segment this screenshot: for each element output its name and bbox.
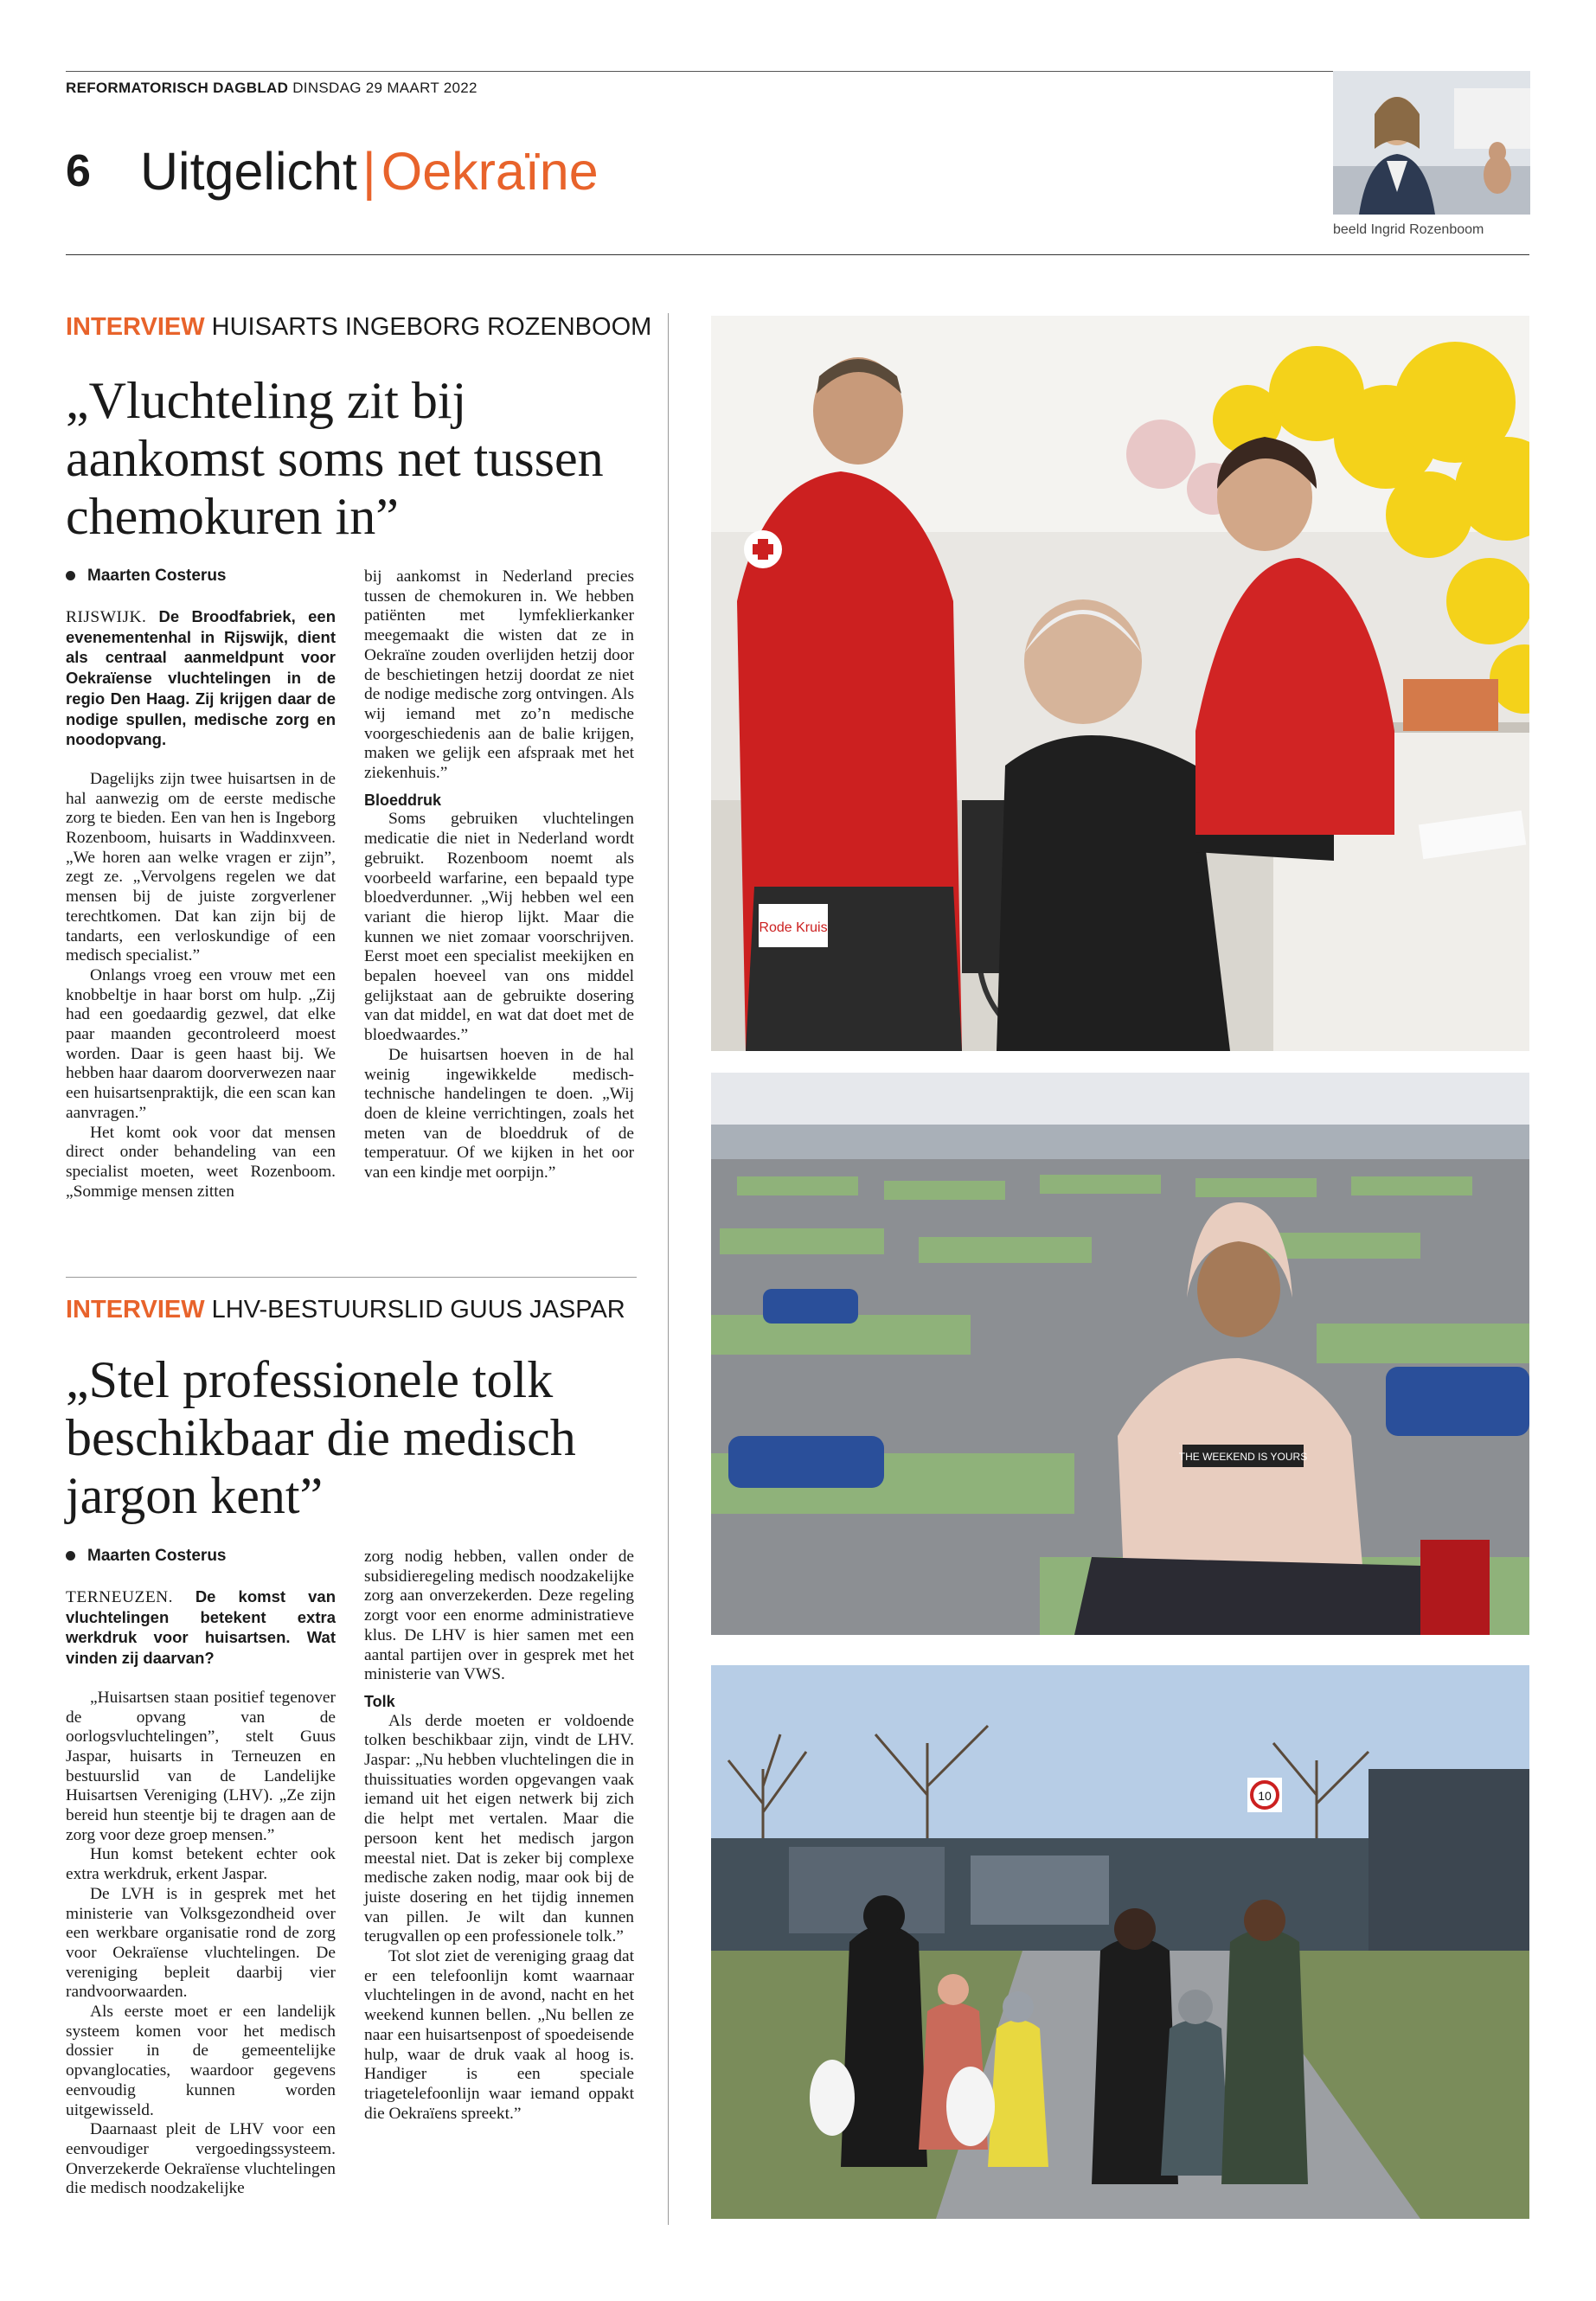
portrait-photo [1333,71,1530,215]
issue-date: DINSDAG 29 MAART 2022 [292,80,478,96]
article1-column-1 [66,607,336,1202]
article1-dateline: RIJSWIJK. [66,608,147,626]
photo-red-cross-desk [711,316,1529,1051]
photo-refugee-hall [711,1073,1529,1635]
article1-kicker-subject: HUISARTS INGEBORG ROZENBOOM [211,313,652,341]
byline-bullet [66,1551,75,1561]
article1-column-2 [364,567,634,1183]
article2-kicker-label: INTERVIEW [66,1296,205,1324]
article2-column-2 [364,1548,634,2124]
article2-lead-paragraph [66,1587,336,1670]
article-divider [66,1277,637,1278]
article2-lead: De komst van vluchtelingen betekent extra werkdruk voor huisartsen. Wat vinden zij daarvan? [66,1587,336,1668]
article1-lead-paragraph [66,607,336,751]
photo3-speed-sign: 10 [1258,1789,1272,1803]
photo-family-walking [711,1665,1529,2219]
page-number: 6 [66,146,91,196]
article2-headline: „Stel professionele tolk beschikbaar die medisch jargon kent” [66,1351,576,1524]
article2-author: Maarten Costerus [87,1547,227,1565]
article2-paragraph: Hun komst betekent echter ook extra werkdruk, erkent Jaspar. [66,1845,336,1884]
masthead-rule [66,71,1529,72]
article1-paragraph: bij aankomst in Nederland precies tussen de chemokuren in. We hebben patiënten met lymfeklierkanker meegemaakt die wisten dat ze in Oekraïne zouden overlijden hetzij door de beschietingen hetzij doordat ze niet de nodige medische zorg ontvingen. Als wij iemand met zo’n medische voorgeschiedenis aan de balie krijgen, maken we gelijk een afspraak met het ziekenhuis.” [364,567,634,783]
article1-paragraph: Soms gebruiken vluchtelingen medicatie die niet in Nederland wordt gebruikt. Rozenboom noemt als voorbeeld warfarine, een bepaald type bloedverdunner. „Wij hebben wel een variant die hierop lijkt. Maar die kunnen we niet zomaar voorschrijven. Eerst moet een specialist meekijken en bepalen hoeveel van ons middel gelijkstaat aan de gebruikte dosering van dat middel, en wat dat doet met de bloedwaardes.” [364,810,634,1045]
article1-headline: „Vluchteling zit bij aankomst soms net tussen chemokuren in” [66,372,604,545]
article2-kicker-subject: LHV-BESTUURSLID GUUS JASPAR [211,1296,625,1324]
article1-author: Maarten Costerus [87,567,227,585]
photo1-rode-kruis-patch: Rode Kruis [759,920,828,935]
article2-paragraph: Als eerste moet er een landelijk systeem komen voor het medisch dossier in de gemeentelijke opvanglocaties, waardoor gegevens eenvoudig kunnen worden uitgewisseld. [66,2003,336,2119]
masthead [66,80,478,97]
article2-paragraph: zorg nodig hebben, vallen onder de subsidieregeling medisch noodzakelijke zorg aan onverzekerden. Deze regeling zorgt voor een enorme administratieve klus. De LHV is hier samen met een aantal partijen over in gesprek met het ministerie van VWS. [364,1548,634,1684]
paper-name: REFORMATORISCH DAGBLAD [66,80,289,96]
article2-paragraph: Als derde moeten er voldoende tolken beschikbaar zijn, vindt de LHV. Jaspar: „Nu hebben vluchtelingen die in thuissituaties worden opgevangen vaak iemand uit het eigen netwerk bij zich die helpt met vertalen. Maar die persoon kent het medisch jargon meestal niet. Dat is zeker bij complexe medische zaken nodig, maar ook bij de juiste dosering en het tijdig innemen van pillen. Je wilt dan kunnen terugvallen op een professionele tolk.” [364,1711,634,1946]
article1-paragraph: Dagelijks zijn twee huisartsen in de hal aanwezig om de eerste medische zorg te bieden. Een van hen is Ingeborg Rozenboom, huisarts in Waddinxveen. „We horen aan welke vragen er zijn”, zegt ze. „Vervolgens regelen we dat mensen bij de juiste zorgverlener terechtkomen. Dat kan zijn bij de tandarts, een verloskundige of een medisch specialist.” [66,769,336,965]
article2-byline [66,1547,227,1566]
article2-subhead: Tolk [364,1692,395,1710]
article2-kicker [66,1296,625,1324]
byline-bullet [66,571,75,580]
portrait-credit: beeld Ingrid Rozenboom [1333,222,1484,237]
column-rule [668,313,669,2225]
article1-paragraph: Het komt ook voor dat mensen direct onder behandeling van een specialist moeten, weet Rozenboom. „Sommige mensen zitten [66,1123,336,1201]
article2-paragraph: Daarnaast pleit de LHV voor een eenvoudiger vergoedingssysteem. Onverzekerde Oekraïense vluchtelingen die medisch noodzakelijke [66,2120,336,2198]
article1-paragraph: Onlangs vroeg een vrouw met een knobbeltje in haar borst om hulp. „Zij had een goedaardig gezwel, dat elke paar maanden gecontroleerd moest worden. Daar is geen haast bij. We hebben haar daarom doorverwezen naar een huisartsenpraktijk, die een scan kan aanvragen.” [66,965,336,1122]
section-title [140,141,599,202]
article2-paragraph: „Huisartsen staan positief tegenover de opvang van de oorlogsvluchtelingen”, stelt Guus Jaspar, huisarts in Terneuzen en bestuurslid van de Landelijke Huisartsen Vereniging (LHV). „Ze zijn bereid hun steentje bij te dragen aan de zorg voor deze groep mensen.” [66,1688,336,1844]
article2-dateline: TERNEUZEN. [66,1588,174,1606]
header-rule [66,254,1529,255]
photo2-shirt-text: THE WEEKEND IS YOURS [1178,1451,1308,1463]
article1-byline [66,567,227,586]
article1-paragraph: De huisartsen hoeven in de hal weinig ingewikkelde medisch-technische handelingen te doen. „Wij doen de kleine verrichtingen, zoals het meten van de bloeddruk of de temperatuur. Of we kijken in het oor van een kindje met oorpijn.” [364,1045,634,1183]
section-label: Uitgelicht [140,142,357,201]
article1-subhead: Bloeddruk [364,791,442,809]
article2-paragraph: De LVH is in gesprek met het ministerie van Volksgezondheid over een werkbare organisatie rond de zorg voor Oekraïense vluchtelingen. De vereniging bepleit daarbij vier randvoorwaarden. [66,1884,336,2002]
article1-lead: De Broodfabriek, een evenementenhal in Rijswijk, dient als centraal aanmeldpunt voor Oekraïense vluchtelingen in de regio Den Haag. Zij krijgen daar de nodige spullen, medische zorg en noodopvang. [66,607,336,749]
section-topic: Oekraïne [381,142,599,201]
article2-column-1 [66,1587,336,2199]
section-separator: | [362,142,376,201]
article1-kicker-label: INTERVIEW [66,313,205,341]
article1-kicker [66,313,651,342]
article2-paragraph: Tot slot ziet de vereniging graag dat er een telefoonlijn komt waarnaar vluchtelingen in de avond, nacht en het weekend kunnen bellen. „Nu bellen ze naar een huisartsenpost of spoedeisende hulp, waar de druk vaak al hoog is. Handiger is een speciale triagetelefoonlijn waar iemand oppakt die Oekraïens spreekt.” [364,1947,634,2123]
